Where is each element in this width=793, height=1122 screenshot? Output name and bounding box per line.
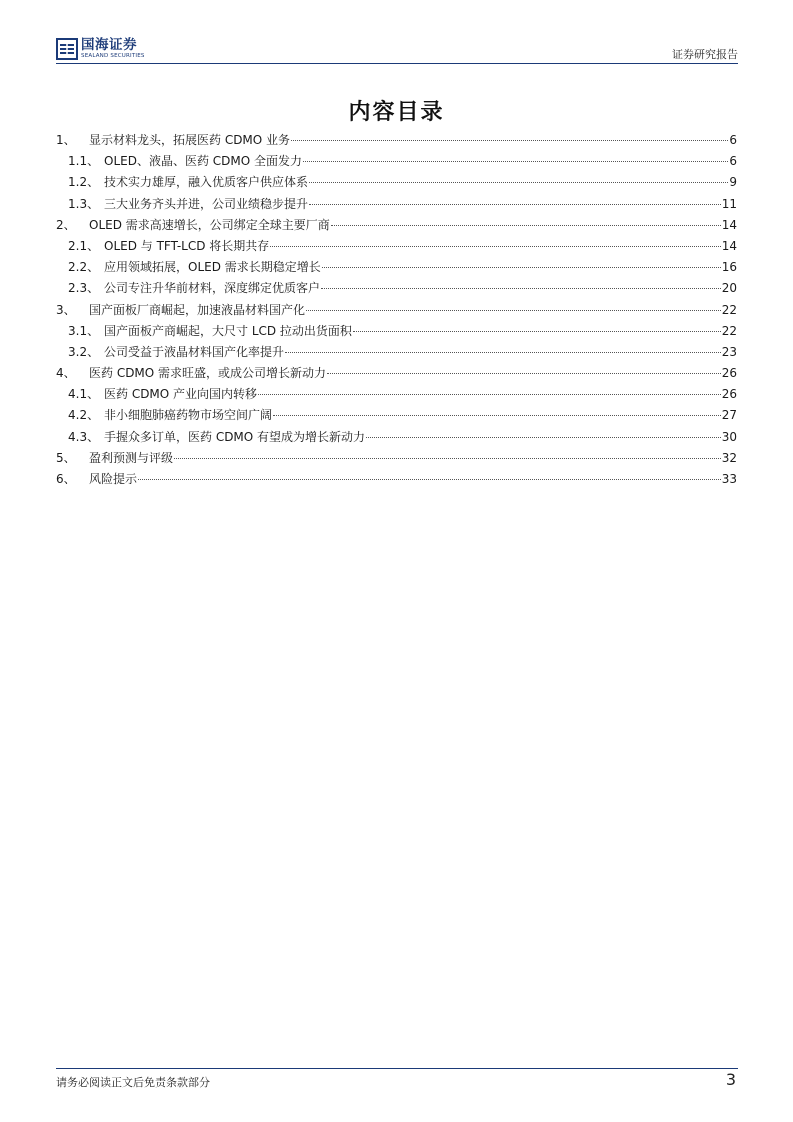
header-divider: [56, 63, 738, 64]
toc-entry-title: OLED 需求高速增长，公司绑定全球主要厂商: [89, 217, 330, 232]
toc-entry-title: 盈利预测与评级: [89, 450, 174, 465]
toc-entry-page: 33: [721, 472, 737, 486]
toc-entry-number: 3.1、: [68, 323, 100, 338]
toc-entry-page: 6: [729, 154, 737, 169]
brand-name-cn: 国海证券: [81, 37, 137, 53]
toc-entry[interactable]: [56, 172, 737, 193]
toc-entry[interactable]: [56, 151, 737, 172]
toc-entry-title: 应用领域拓展，OLED 需求长期稳定增长: [104, 260, 321, 275]
toc-entry-number: 3、: [56, 302, 76, 317]
toc-entry-title: 手握众多订单，医药 CDMO 有望成为增长新动力: [104, 429, 366, 444]
toc-entry-title: OLED、液晶、医药 CDMO 全面发力: [104, 154, 303, 169]
toc-entry-number: 4.2、: [68, 408, 100, 423]
toc-entry-number: 4.1、: [68, 387, 100, 402]
disclaimer-note: 请务必阅读正文后免责条款部分: [56, 1076, 210, 1089]
toc-entry-number: 1、: [56, 133, 76, 147]
toc-entry-number: 2.1、: [68, 238, 100, 253]
toc-entry-page: 26: [721, 387, 737, 402]
toc-entry-page: 32: [721, 450, 737, 465]
toc-entry[interactable]: [56, 469, 737, 490]
toc-dot-leader: [306, 310, 721, 311]
toc-entry-number: 1.3、: [68, 196, 100, 211]
toc-entry-page: 26: [721, 366, 737, 381]
page-number: 3: [725, 1070, 736, 1089]
toc-entry[interactable]: [56, 300, 737, 321]
toc-dot-leader: [327, 373, 721, 374]
toc-dot-leader: [309, 182, 728, 183]
toc-entry-number: 6、: [56, 472, 76, 486]
toc-entry-title: 国产面板厂商崛起，加速液晶材料国产化: [89, 302, 306, 317]
toc-entry-title: 医药 CDMO 产业向国内转移: [104, 387, 258, 402]
page-header: [56, 36, 738, 62]
toc-entry-title: 医药 CDMO 需求旺盛，或成公司增长新动力: [89, 366, 327, 381]
toc-entry-number: 2.3、: [68, 281, 100, 296]
toc-entry-title: 公司受益于液晶材料国产化率提升: [104, 344, 285, 359]
toc-dot-leader: [322, 267, 721, 268]
toc-entry-number: 5、: [56, 450, 76, 465]
toc-entry-page: 22: [721, 302, 737, 317]
toc-entry[interactable]: [56, 194, 737, 215]
toc-entry[interactable]: [56, 342, 737, 363]
toc-entry[interactable]: [56, 321, 737, 342]
toc-entry-page: 30: [721, 429, 737, 444]
toc-entry-title: 三大业务齐头并进，公司业绩稳步提升: [104, 196, 309, 211]
toc-entry-number: 2、: [56, 217, 76, 232]
toc-dot-leader: [353, 331, 721, 332]
table-of-contents: [56, 130, 737, 490]
toc-entry-title: 显示材料龙头，拓展医药 CDMO 业务: [89, 133, 291, 147]
toc-entry[interactable]: [56, 427, 737, 448]
toc-title: 内容目录: [348, 100, 445, 125]
toc-entry-page: 16: [721, 260, 737, 275]
toc-entry[interactable]: [56, 448, 737, 469]
toc-dot-leader: [309, 204, 721, 205]
toc-entry-title: OLED 与 TFT-LCD 将长期共存: [104, 238, 270, 253]
toc-dot-leader: [331, 225, 721, 226]
toc-entry-number: 3.2、: [68, 344, 100, 359]
toc-entry-title: 公司专注升华前材料，深度绑定优质客户: [104, 281, 321, 296]
toc-entry[interactable]: [56, 384, 737, 405]
toc-entry[interactable]: [56, 236, 737, 257]
toc-entry-page: 20: [721, 281, 737, 296]
toc-dot-leader: [285, 352, 721, 353]
toc-entry-page: 23: [721, 344, 737, 359]
toc-entry[interactable]: [56, 215, 737, 236]
toc-entry[interactable]: [56, 257, 737, 278]
toc-dot-leader: [270, 246, 720, 247]
toc-entry-number: 4、: [56, 366, 76, 381]
toc-entry-page: 6: [729, 133, 737, 147]
toc-entry-page: 14: [721, 238, 737, 253]
toc-dot-leader: [273, 415, 721, 416]
brand-name-en: SEALAND SECURITIES: [81, 52, 145, 59]
toc-entry-number: 2.2、: [68, 260, 100, 275]
toc-entry-title: 国产面板产商崛起，大尺寸 LCD 拉动出货面积: [104, 323, 352, 338]
toc-dot-leader: [303, 161, 728, 162]
toc-dot-leader: [138, 479, 721, 480]
brand-logo: [56, 36, 145, 62]
toc-entry[interactable]: [56, 278, 737, 299]
toc-dot-leader: [174, 458, 721, 459]
toc-entry[interactable]: [56, 363, 737, 384]
toc-entry-page: 27: [721, 408, 737, 423]
toc-dot-leader: [291, 140, 728, 141]
toc-entry-page: 22: [721, 323, 737, 338]
toc-entry-page: 14: [721, 217, 737, 232]
toc-entry-title: 风险提示: [89, 472, 138, 486]
toc-entry-number: 1.1、: [68, 154, 100, 169]
footer-divider: [56, 1068, 738, 1069]
toc-entry[interactable]: [56, 405, 737, 426]
sealand-logo-icon: [56, 38, 78, 60]
report-type-label: 证券研究报告: [672, 48, 738, 61]
toc-entry-title: 技术实力雄厚，融入优质客户供应体系: [104, 175, 309, 190]
toc-dot-leader: [321, 288, 721, 289]
toc-dot-leader: [258, 394, 721, 395]
toc-entry[interactable]: [56, 130, 737, 151]
toc-entry-number: 1.2、: [68, 175, 100, 190]
toc-entry-page: 11: [721, 196, 737, 211]
toc-entry-number: 4.3、: [68, 429, 100, 444]
toc-dot-leader: [366, 437, 721, 438]
toc-entry-title: 非小细胞肺癌药物市场空间广阔: [104, 408, 273, 423]
toc-entry-page: 9: [729, 175, 737, 190]
